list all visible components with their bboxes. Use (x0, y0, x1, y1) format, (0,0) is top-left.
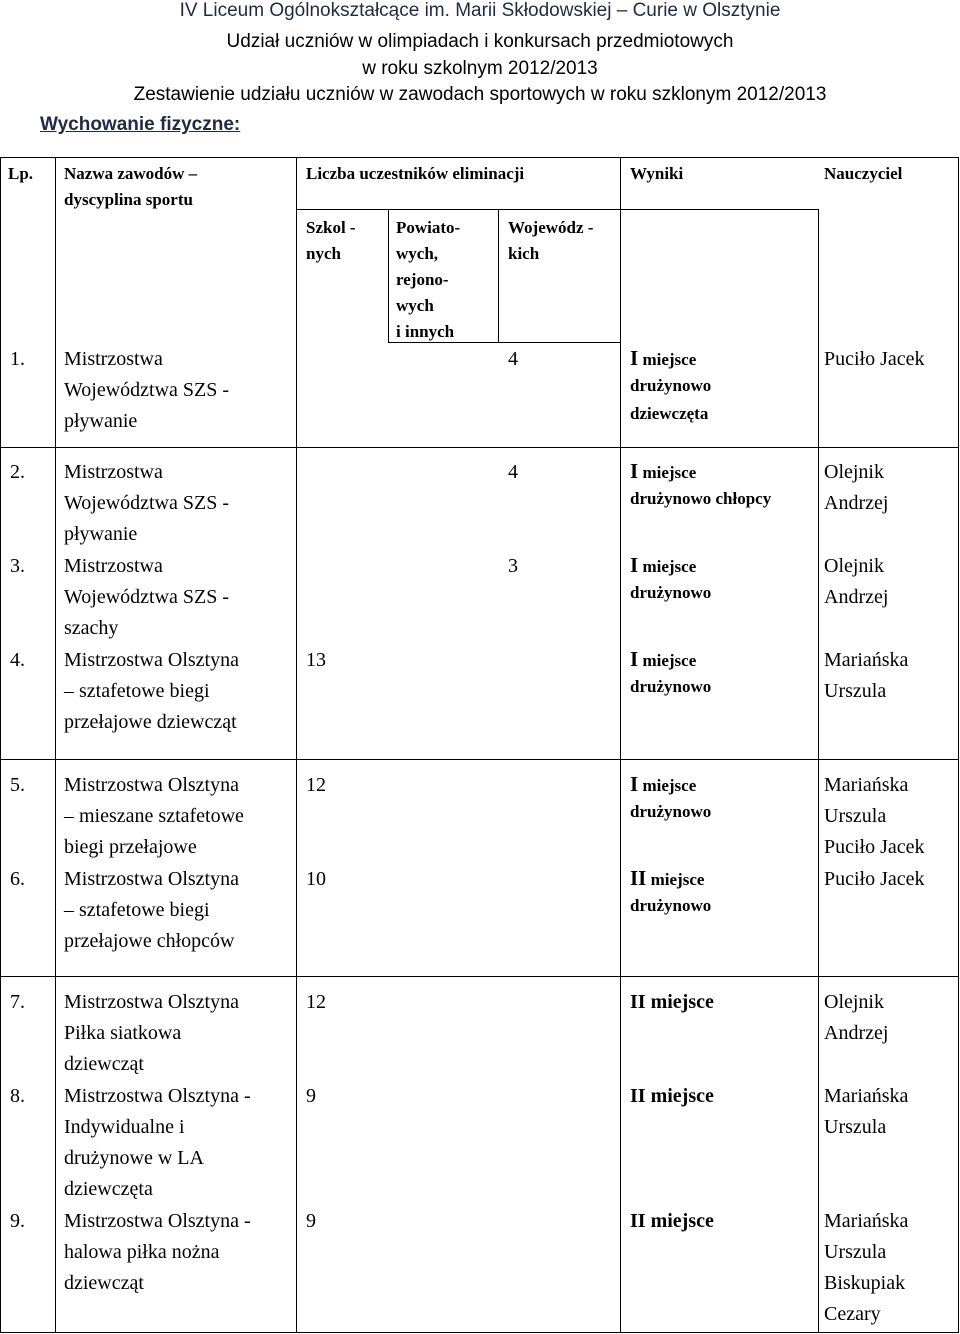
result-place: II miejsce (630, 991, 714, 1013)
col-header-voiv-1: Wojewódz - (508, 218, 594, 237)
competition-name-line: przełajowe chłopców (64, 930, 235, 952)
competition-name-line: drużynowe w LA (64, 1147, 204, 1169)
competition-name-line: Piłka siatkowa (64, 1022, 182, 1044)
row-number: 4. (10, 649, 25, 671)
row-divider (0, 759, 958, 760)
col-header-county-4: wych (396, 296, 434, 315)
competition-name-line: Mistrzostwa Olsztyna - (64, 1210, 251, 1232)
table-bottom-border (0, 1332, 958, 1333)
competition-name-line: Mistrzostwa (64, 555, 163, 577)
row-divider (0, 447, 958, 448)
result-label: miejsce (642, 463, 697, 482)
result-label: miejsce (642, 350, 697, 369)
competition-name-line: Mistrzostwa (64, 461, 163, 483)
competition-name-line: Mistrzostwa Olsztyna (64, 868, 239, 890)
competition-name-line: – sztafetowe biegi (64, 680, 210, 702)
col-border (958, 157, 959, 1333)
teacher-name-line: Biskupiak (824, 1272, 906, 1294)
school-name: IV Liceum Ogólnokształcące im. Marii Skłodowskiej – Curie w Olsztynie (179, 0, 781, 21)
teacher-name-line: Urszula (824, 805, 887, 827)
competition-name-line: szachy (64, 617, 119, 639)
result-rank: II (630, 866, 647, 890)
school-count: 13 (306, 649, 326, 671)
col-border (818, 209, 819, 1333)
result-label: miejsce (642, 557, 697, 576)
teacher-name-line: Urszula (824, 680, 887, 702)
col-border (498, 209, 499, 342)
result-place (630, 344, 696, 374)
result-detail: drużynowo (630, 677, 712, 696)
section-title: Wychowanie fizyczne: (40, 114, 241, 135)
teacher-name-line: Puciło Jacek (824, 348, 925, 370)
result-label: miejsce (642, 651, 697, 670)
col-header-name-2: dyscyplina sportu (64, 190, 193, 209)
report-year: w roku szkolnym 2012/2013 (362, 58, 598, 79)
competition-name-line: pływanie (64, 410, 138, 432)
voivodeship-count: 3 (508, 555, 518, 577)
teacher-name-line: Andrzej (824, 586, 889, 608)
col-border (620, 157, 621, 1333)
result-detail: dziewczęta (630, 404, 709, 423)
result-rank: I (630, 459, 639, 483)
competition-name-line: Województwa SZS - (64, 379, 230, 401)
teacher-name-line: Mariańska (824, 649, 909, 671)
result-rank: I (630, 346, 639, 370)
col-header-county-1: Powiato- (396, 218, 461, 237)
result-place (630, 457, 696, 487)
teacher-name-line: Andrzej (824, 492, 889, 514)
result-rank: I (630, 553, 639, 577)
col-border (388, 209, 389, 342)
result-place (630, 864, 704, 894)
voivodeship-count: 4 (508, 461, 518, 483)
voivodeship-count: 4 (508, 348, 518, 370)
competition-name-line: Mistrzostwa Olsztyna - (64, 1085, 251, 1107)
col-header-name-1: Nazwa zawodów – (64, 164, 198, 183)
competition-name-line: Mistrzostwa Olsztyna (64, 774, 239, 796)
teacher-name-line: Puciło Jacek (824, 868, 925, 890)
result-rank: I (630, 772, 639, 796)
competition-name-line: Województwa SZS - (64, 492, 230, 514)
competition-name-line: Indywidualne i (64, 1116, 185, 1138)
competition-name-line: biegi przełajowe (64, 836, 197, 858)
col-header-results: Wyniki (630, 164, 684, 183)
competition-name-line: dziewcząt (64, 1272, 144, 1294)
col-header-voiv-2: kich (508, 244, 540, 263)
result-place: II miejsce (630, 1085, 714, 1107)
result-detail: drużynowo (630, 583, 712, 602)
teacher-name-line: Olejnik (824, 991, 884, 1013)
result-detail: drużynowo chłopcy (630, 489, 772, 508)
competition-name-line: Mistrzostwa Olsztyna (64, 649, 239, 671)
teacher-name-line: Olejnik (824, 555, 884, 577)
result-rank: I (630, 647, 639, 671)
school-count: 9 (306, 1085, 316, 1107)
competition-name-line: dziewcząt (64, 1053, 144, 1075)
result-place: II miejsce (630, 1210, 714, 1232)
result-label: miejsce (642, 776, 697, 795)
competition-name-line: Województwa SZS - (64, 586, 230, 608)
competition-name-line: Mistrzostwa (64, 348, 163, 370)
row-number: 5. (10, 774, 25, 796)
teacher-name-line: Cezary (824, 1303, 881, 1325)
report-subtitle: Zestawienie udziału uczniów w zawodach sportowych w roku szklonym 2012/2013 (133, 84, 827, 105)
col-border (296, 157, 297, 1333)
result-place (630, 551, 696, 581)
competition-name-line: halowa piłka nożna (64, 1241, 220, 1263)
result-place (630, 645, 696, 675)
result-place (630, 770, 696, 800)
school-count: 9 (306, 1210, 316, 1232)
result-label: miejsce (650, 870, 705, 889)
col-header-school-1: Szkol - (306, 218, 356, 237)
teacher-name-line: Mariańska (824, 1210, 909, 1232)
result-detail: drużynowo (630, 376, 712, 395)
competition-name-line: dziewczęta (64, 1178, 153, 1200)
col-header-county-3: rejono- (396, 270, 449, 289)
teacher-name-line: Mariańska (824, 1085, 909, 1107)
result-detail: drużynowo (630, 802, 712, 821)
competition-name-line: – sztafetowe biegi (64, 899, 210, 921)
teacher-name-line: Puciło Jacek (824, 836, 925, 858)
row-number: 9. (10, 1210, 25, 1232)
table-top-border (0, 157, 958, 158)
teacher-name-line: Urszula (824, 1241, 887, 1263)
row-number: 6. (10, 868, 25, 890)
school-count: 12 (306, 991, 326, 1013)
row-number: 7. (10, 991, 25, 1013)
report-title: Udział uczniów w olimpiadach i konkursach przedmiotowych (226, 31, 734, 52)
school-count: 12 (306, 774, 326, 796)
col-border (0, 157, 1, 1333)
competition-name-line: przełajowe dziewcząt (64, 711, 237, 733)
teacher-name-line: Olejnik (824, 461, 884, 483)
col-header-county-2: wych, (396, 244, 439, 263)
result-detail: drużynowo (630, 896, 712, 915)
row-number: 3. (10, 555, 25, 577)
row-divider (0, 976, 958, 977)
teacher-name-line: Urszula (824, 1116, 887, 1138)
teacher-name-line: Andrzej (824, 1022, 889, 1044)
teacher-name-line: Mariańska (824, 774, 909, 796)
row-number: 8. (10, 1085, 25, 1107)
school-count: 10 (306, 868, 326, 890)
col-header-lp: Lp. (8, 164, 34, 183)
col-header-county-5: i innych (396, 322, 455, 341)
subheader-divider (296, 209, 818, 210)
col-header-teacher: Nauczyciel (824, 164, 903, 183)
col-border (55, 157, 56, 1333)
row-number: 1. (10, 348, 25, 370)
col-header-school-2: nych (306, 244, 341, 263)
competition-name-line: Mistrzostwa Olsztyna (64, 991, 239, 1013)
col-header-participants: Liczba uczestników eliminacji (306, 164, 525, 183)
competition-name-line: – mieszane sztafetowe (64, 805, 244, 827)
competition-name-line: pływanie (64, 523, 138, 545)
row-number: 2. (10, 461, 25, 483)
